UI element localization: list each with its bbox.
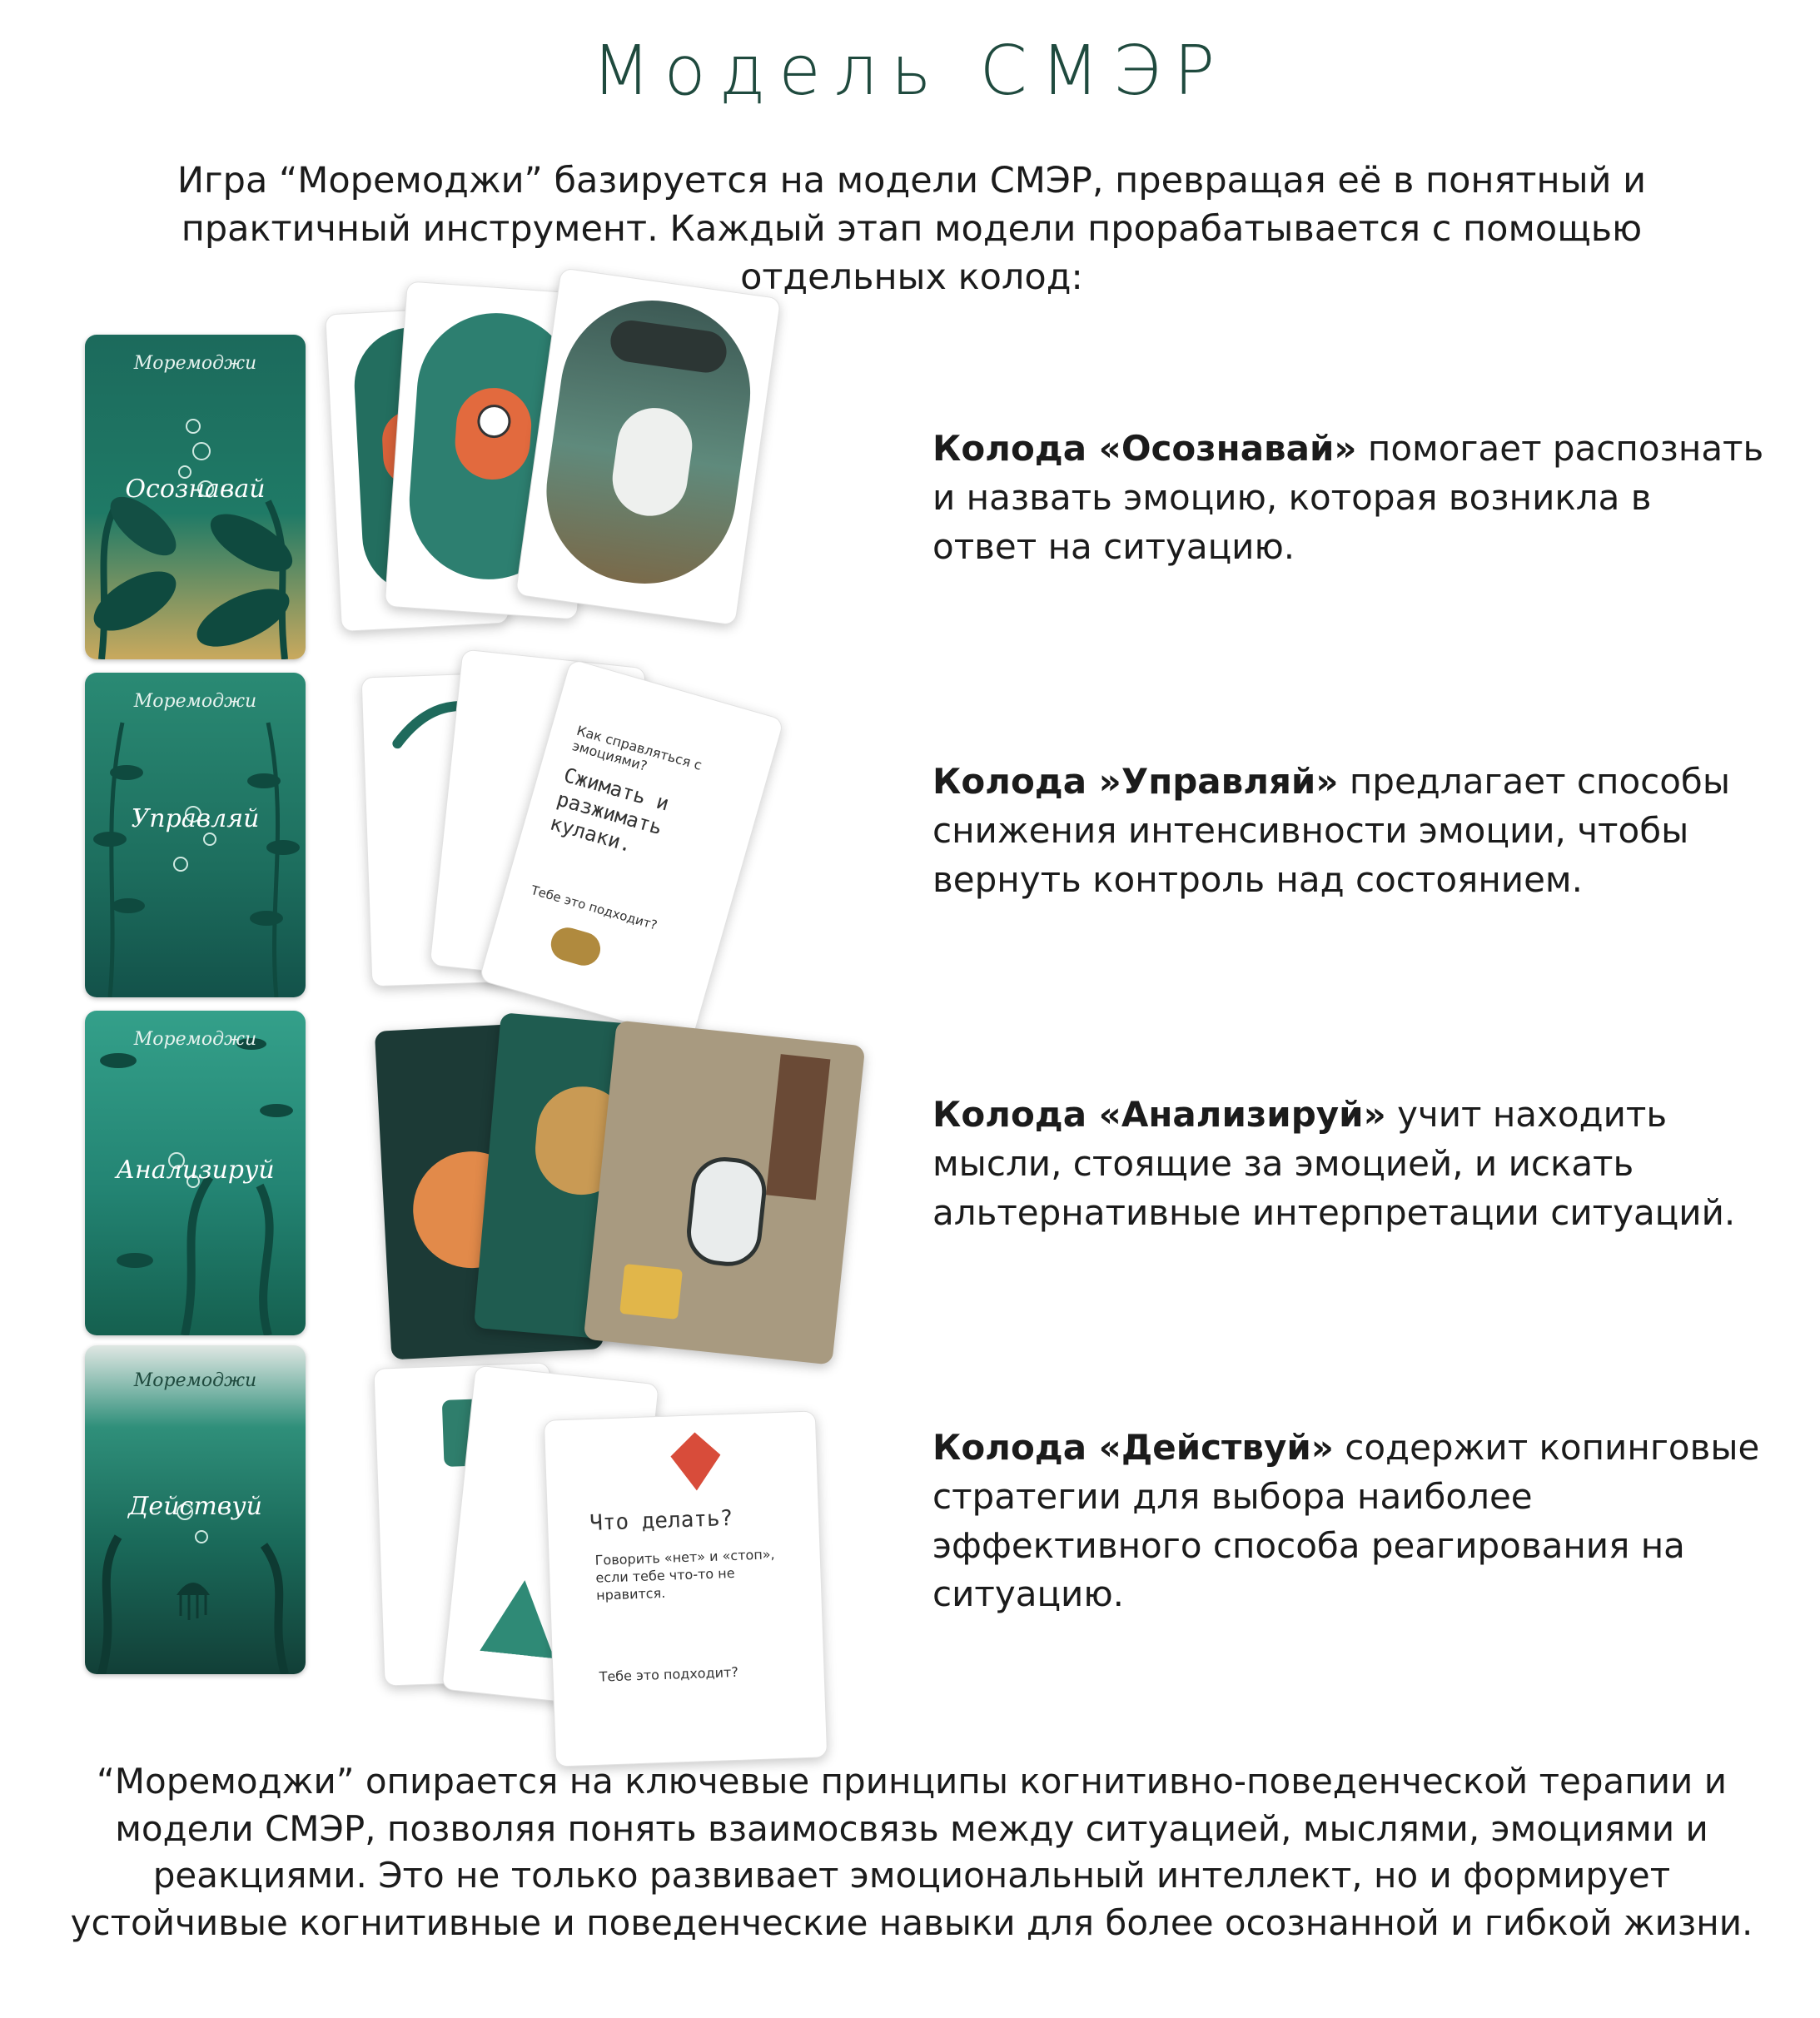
rocks-illustration (547, 924, 604, 970)
cover-card-manage (85, 673, 306, 997)
deck-text: учит находить мысли, стоящие за эмоцией, и искать альтернативные интерпретации ситуаций. (932, 1094, 1736, 1233)
cover-deck-label: Анализируй (116, 1156, 275, 1185)
seaweed-illustration (85, 673, 306, 997)
cover-brand: Моремоджи (133, 691, 257, 712)
deck-description-act (932, 1424, 1765, 1619)
card-question: Как справляться с эмоциями? (570, 722, 704, 774)
deck-text: помогает распознать и назвать эмоцию, которая возникла в ответ на ситуацию. (932, 428, 1764, 567)
deck-description-analyze (932, 1091, 1765, 1237)
deck-name: Колода »Управляй» (932, 761, 1339, 802)
cover-card-aware (85, 335, 306, 659)
intro-text: Игра “Моремоджи” базируется на модели СМЭР, превращая её в понятный и практичный инструмент. Каждый этап модели прорабатывается с помощью отдельных колод: (177, 160, 1647, 299)
cover-deck-label: Осознавай (125, 475, 266, 504)
deck-name: Колода «Действуй» (932, 1427, 1334, 1468)
act-answer-card (544, 1410, 828, 1767)
cover-brand: Моремоджи (133, 1370, 257, 1391)
cover-card-analyze (85, 1011, 306, 1335)
kite-illustration (669, 1431, 721, 1491)
cover-brand: Моремоджи (133, 1029, 257, 1050)
cover-brand: Моремоджи (133, 353, 257, 374)
cover-deck-label: Действуй (128, 1492, 262, 1521)
penguin-illustration (684, 1154, 769, 1270)
card-answer: Говорить «нет» и «стоп», если тебе что-то не нравится. (594, 1546, 775, 1603)
card-question: Что делать? (589, 1505, 733, 1536)
card-answer: Сжимать и разжимать кулаки. (547, 763, 672, 857)
bucket (619, 1264, 683, 1320)
card-footer: Тебе это подходит? (599, 1663, 739, 1685)
curtain (766, 1054, 830, 1200)
deck-text: содержит копинговые стратегии для выбора наиболее эффективного способа реагирования на ситуацию. (932, 1427, 1760, 1615)
illustration-card (584, 1020, 866, 1364)
deck-description-manage (932, 758, 1765, 904)
deck-text: предлагает способы снижения интенсивности эмоции, чтобы вернуть контроль над состоянием. (932, 761, 1730, 900)
card-footer: Тебе это подходит? (529, 882, 659, 933)
page-title: Модель СМЭР (591, 32, 1229, 111)
illustration-card (515, 267, 782, 625)
cover-card-act (85, 1345, 306, 1674)
deck-name: Колода «Анализируй» (932, 1094, 1386, 1135)
outro-text: “Моремоджи” опирается на ключевые принципы когнитивно-поведенческой терапии и модели СМЭР, позволяя понять взаимосвязь между ситуацией, мыслями, эмоциями и реакциями. Это не только развивает эмоциональный интеллект, но и формирует устойчивые когнитивные и поведенческие навыки для более осознанной и гибкой жизни. (70, 1761, 1753, 1944)
deck-description-aware (932, 425, 1765, 571)
cover-deck-label: Управляй (131, 804, 260, 833)
deck-name: Колода «Осознавай» (932, 428, 1357, 469)
